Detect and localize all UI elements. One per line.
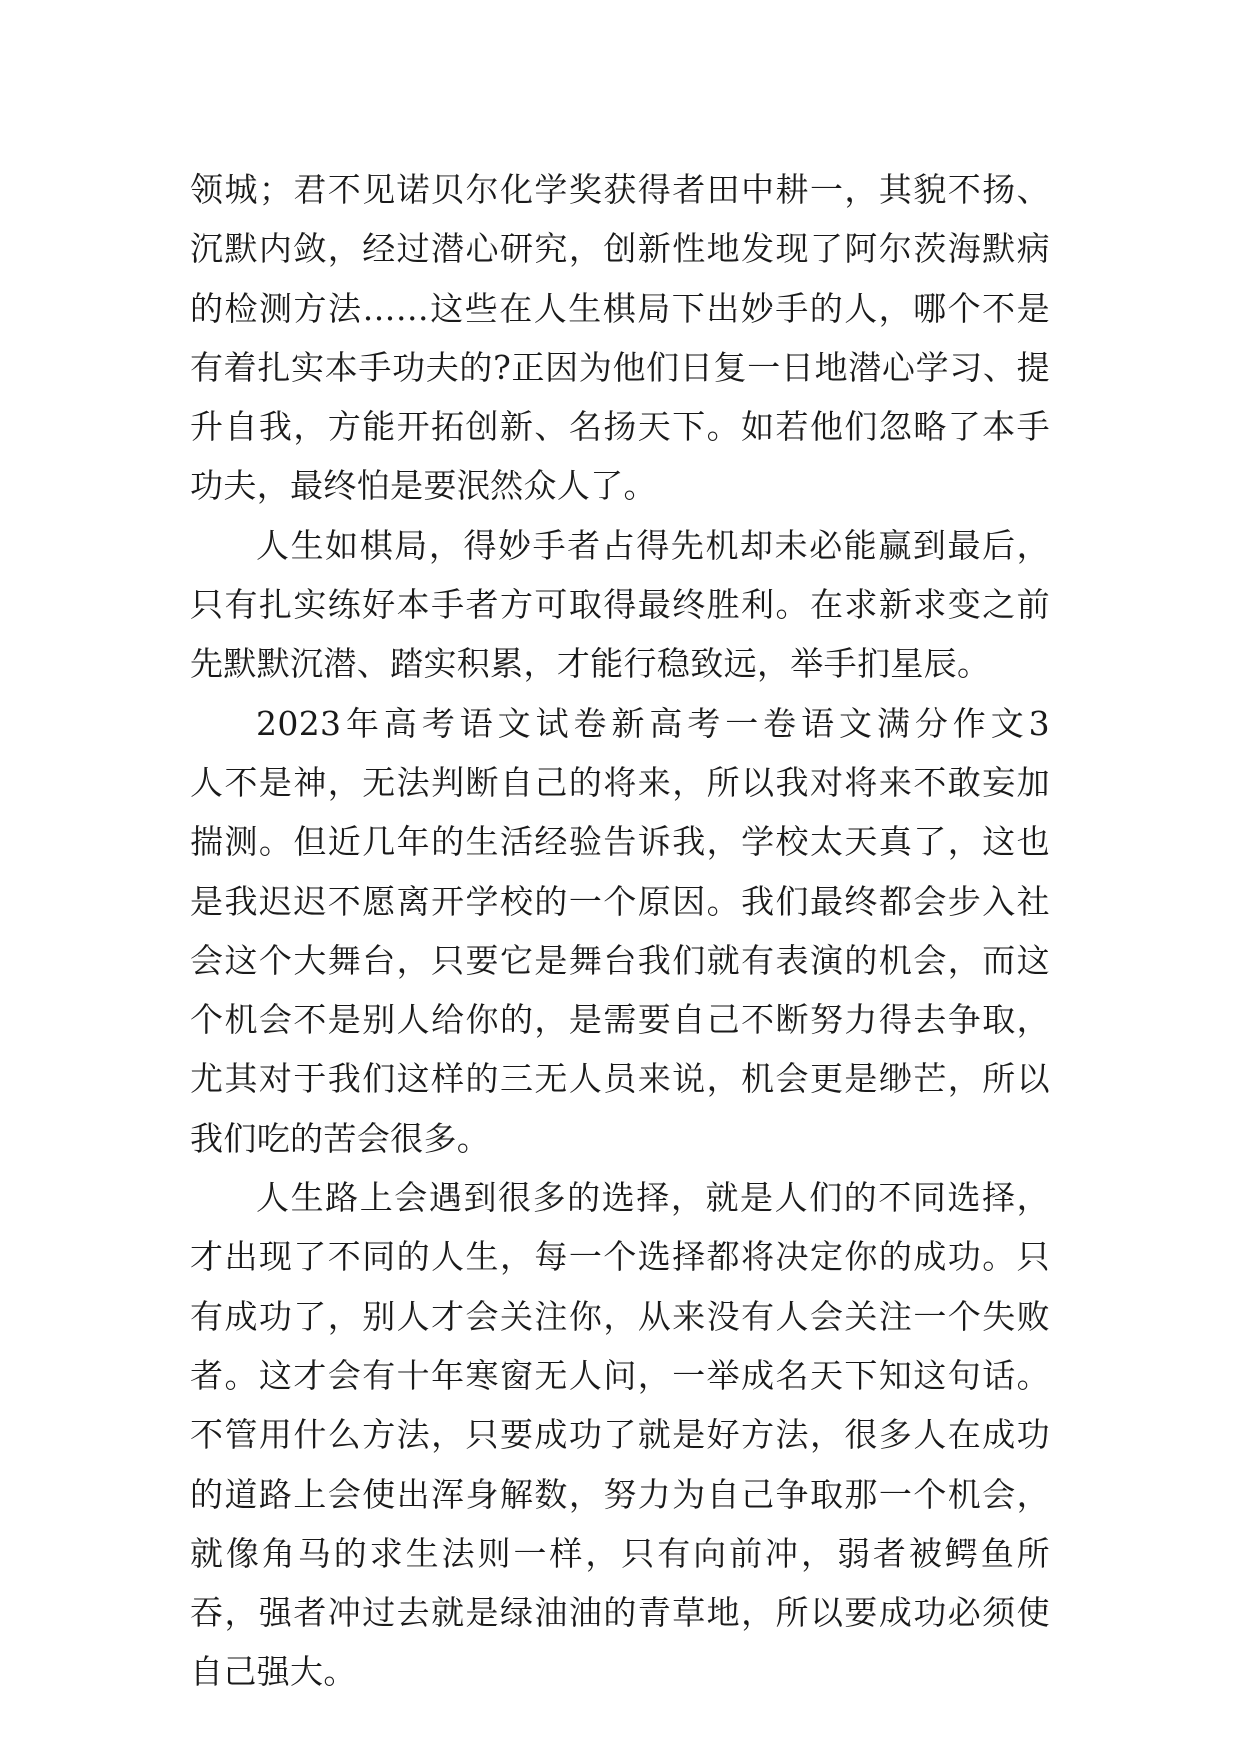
paragraph-continuation: 领城；君不见诺贝尔化学奖获得者田中耕一，其貌不扬、沉默内敛，经过潜心研究，创新性地发现了阿尔茨海默病的检测方法……这些在人生棋局下出妙手的人，哪个不是有着扎实本手功夫的?正因为他们日复一日地潜心学习、提升自我，方能开拓创新、名扬天下。如若他们忽略了本手功夫，最终怕是要泯然众人了。 [190,170,1050,506]
document-body [190,160,1117,1702]
paragraph-essay3-body: 人生路上会遇到很多的选择，就是人们的不同选择，才出现了不同的人生，每一个选择都将决定你的成功。只有成功了，别人才会关注你，从来没有人会关注一个失败者。这才会有十年寒窗无人问，一举成名天下知这句话。不管用什么方法，只要成功了就是好方法，很多人在成功的道路上会使出浑身解数，努力为自己争取那一个机会，就像角马的求生法则一样，只有向前冲，弱者被鳄鱼所吞，强者冲过去就是绿油油的青草地，所以要成功必须使自己强大。 [190,1178,1050,1692]
paragraph-essay3-intro: 2023年高考语文试卷新高考一卷语文满分作文3 人不是神，无法判断自己的将来，所以我对将来不敢妄加揣测。但近几年的生活经验告诉我，学校太天真了，这也是我迟迟不愿离开学校的一个原因。我们最终都会步入社会这个大舞台，只要它是舞台我们就有表演的机会，而这个机会不是别人给你的，是需要自己不断努力得去争取，尤其对于我们这样的三无人员来说，机会更是缈芒，所以我们吃的苦会很多。 [190,703,1117,1158]
paragraph-conclusion: 人生如棋局，得妙手者占得先机却未必能赢到最后，只有扎实练好本手者方可取得最终胜利。在求新求变之前先默默沉潜、踏实积累，才能行稳致远，举手扪星辰。 [190,525,1050,684]
